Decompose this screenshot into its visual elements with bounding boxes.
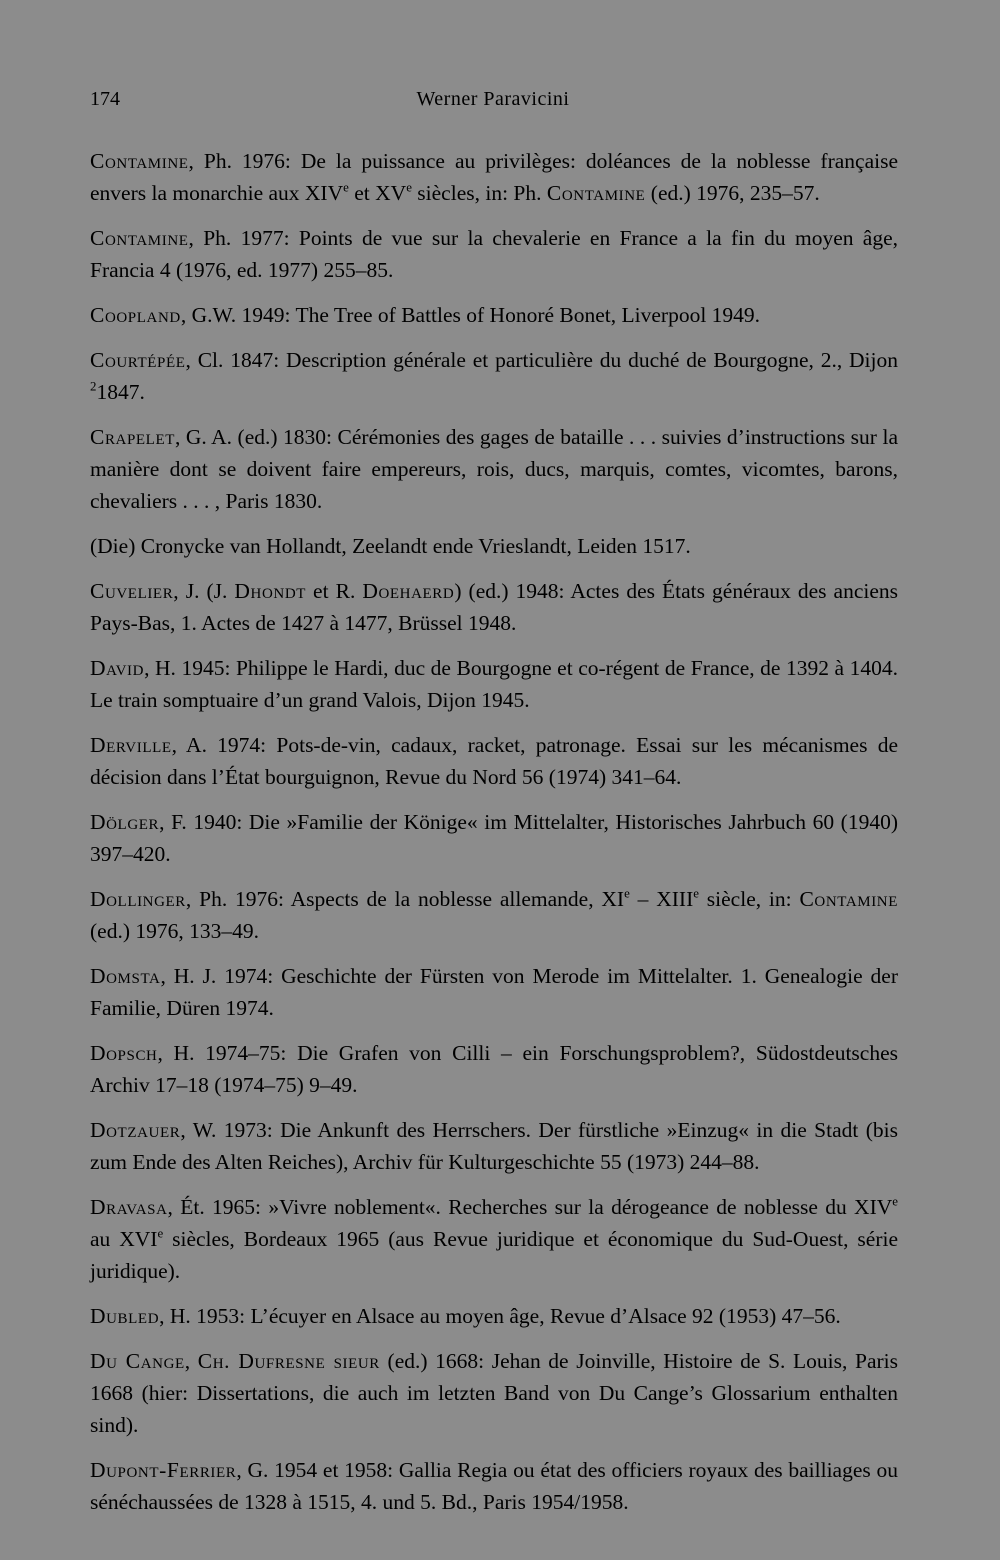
bibliography-entry: Contamine, Ph. 1976: De la puissance au privilèges: doléances de la noblesse française envers la monarchie aux XIVe et XVe siècles, in: Ph. Contamine (ed.) 1976, 235–57. bbox=[90, 149, 898, 205]
author-name: Contamine bbox=[799, 887, 898, 911]
author-name: Contamine bbox=[546, 181, 646, 205]
author-name: Courtépée bbox=[90, 348, 186, 372]
bibliography-entry: Cuvelier, J. (J. Dhondt et R. Doehaerd) (ed.) 1948: Actes des États généraux des anciens Pays-Bas, 1. Actes de 1427 à 1477, Brüssel 1948. bbox=[90, 579, 899, 635]
bibliography-entry: Dopsch, H. 1974–75: Die Grafen von Cilli – ein Forschungsproblem?, Südostdeutsches Archiv 17–18 (1974–75) 9–49. bbox=[90, 1041, 898, 1097]
bibliography-entry: Du Cange, Ch. Dufresne sieur (ed.) 1668: Jehan de Joinville, Histoire de S. Louis, Paris 1668 (hier: Dissertations, die auch im letzten Band von Du Cange’s Glossarium enthalten sind). bbox=[90, 1349, 898, 1437]
author-name: Derville bbox=[90, 733, 172, 757]
author-name: Contamine bbox=[90, 149, 189, 173]
author-name: Dollinger bbox=[90, 887, 186, 911]
bibliography-entry: Dollinger, Ph. 1976: Aspects de la noblesse allemande, XIe – XIIIe siècle, in: Contamine (ed.) 1976, 133–49. bbox=[90, 886, 898, 943]
bibliography-entry: (Die) Cronycke van Hollandt, Zeelandt ende Vrieslandt, Leiden 1517. bbox=[90, 534, 691, 558]
author-name: Dotzauer bbox=[90, 1118, 181, 1142]
author-name: Dhondt bbox=[234, 579, 307, 603]
author-name: David bbox=[90, 656, 145, 680]
bibliography-entry: Dotzauer, W. 1973: Die Ankunft des Herrschers. Der fürstliche »Einzug« in die Stadt (bis zum Ende des Alten Reiches), Archiv für Kulturgeschichte 55 (1973) 244–88. bbox=[90, 1118, 898, 1174]
author-name: Du Cange bbox=[90, 1349, 185, 1373]
author-name: Contamine bbox=[90, 226, 189, 250]
bibliography-entry: David, H. 1945: Philippe le Hardi, duc de Bourgogne et co-régent de France, de 1392 à 1404. Le train somptuaire d’un grand Valois, Dijon 1945. bbox=[90, 656, 898, 712]
author-name: Dubled bbox=[90, 1304, 160, 1328]
running-title: Werner Paravicini bbox=[416, 88, 570, 110]
bibliography-entry: Crapelet, G. A. (ed.) 1830: Cérémonies des gages de bataille . . . suivies d’instructions sur la manière dont se doivent faire empereurs, rois, ducs, marquis, comtes, vicomtes, barons, chevaliers . . . , Paris 1830. bbox=[90, 425, 898, 513]
bibliography-entry: Domsta, H. J. 1974: Geschichte der Fürsten von Merode im Mittelalter. 1. Genealogie der Familie, Düren 1974. bbox=[90, 964, 898, 1020]
author-name: Dölger bbox=[90, 810, 160, 834]
bibliography-entry: Coopland, G.W. 1949: The Tree of Battles of Honoré Bonet, Liverpool 1949. bbox=[90, 303, 761, 327]
bibliography-entry: Courtépée, Cl. 1847: Description générale et particulière du duché de Bourgogne, 2., Dijon $^2$1847. bbox=[90, 348, 898, 404]
author-name: Cuvelier bbox=[90, 579, 174, 603]
bibliography-entry: Derville, A. 1974: Pots-de-vin, cadaux, racket, patronage. Essai sur les mécanismes de décision dans l’État bourguignon, Revue du Nord 56 (1974) 341–64. bbox=[90, 733, 898, 789]
bibliography-entry: Dubled, H. 1953: L’écuyer en Alsace au moyen âge, Revue d’Alsace 92 (1953) 47–56. bbox=[90, 1304, 841, 1328]
page-number: 174 bbox=[90, 88, 120, 110]
page-header bbox=[90, 88, 896, 118]
author-name: Domsta bbox=[90, 964, 161, 988]
author-name: Coopland bbox=[90, 303, 181, 327]
author-name: Dupont-Ferrier bbox=[90, 1458, 237, 1482]
author-name: Dopsch bbox=[90, 1041, 158, 1065]
bibliography-entry: Dravasa, Ét. 1965: »Vivre noblement«. Recherches sur la dérogeance de noblesse du XIVe au XVIe siècles, Bordeaux 1965 (aus Revue juridique et économique du Sud-Ouest, série juridique). bbox=[90, 1194, 898, 1283]
author-name: Crapelet bbox=[90, 425, 175, 449]
bibliography-entry: Contamine, Ph. 1977: Points de vue sur la chevalerie en France a la fin du moyen âge, Francia 4 (1976, ed. 1977) 255–85. bbox=[90, 226, 898, 282]
bibliography-list bbox=[90, 145, 898, 1531]
author-name: Ch. Dufresne sieur bbox=[197, 1349, 380, 1373]
bibliography-entry: Dupont-Ferrier, G. 1954 et 1958: Gallia Regia ou état des officiers royaux des bailliages ou sénéchaussées de 1328 à 1515, 4. und 5. Bd., Paris 1954/1958. bbox=[90, 1458, 898, 1514]
bibliography-entry: Dölger, F. 1940: Die »Familie der Könige« im Mittelalter, Historisches Jahrbuch 60 (1940) 397–420. bbox=[90, 810, 898, 866]
author-name: Dravasa bbox=[90, 1195, 168, 1219]
author-name: Doehaerd bbox=[362, 579, 455, 603]
